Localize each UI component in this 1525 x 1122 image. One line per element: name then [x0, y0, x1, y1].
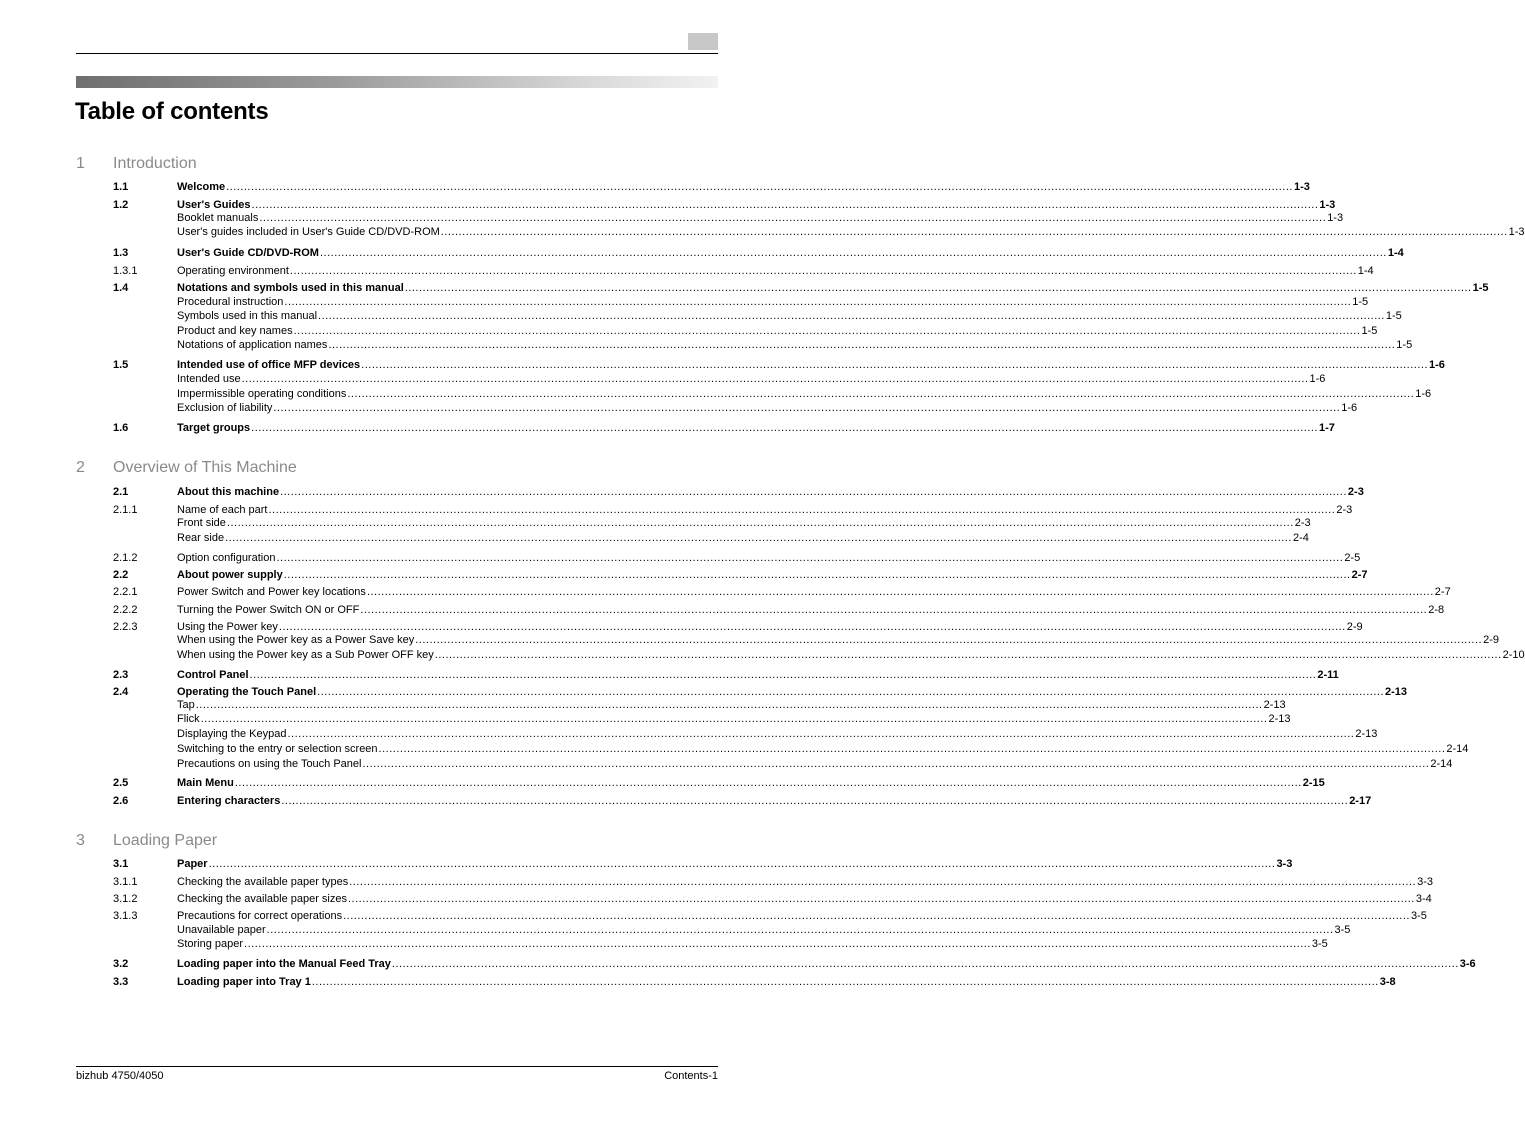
- chapter-heading: [0, 459, 793, 479]
- toc-entry-title[interactable]: Power Switch and Power key locations: [177, 586, 366, 598]
- toc-entry-page[interactable]: 3-4: [1415, 893, 1432, 905]
- toc-entry-page[interactable]: 1-6: [1429, 359, 1445, 371]
- toc-entry-page[interactable]: 3-5: [1334, 924, 1351, 936]
- toc-entry-title[interactable]: Product and key names: [177, 325, 293, 337]
- toc-entry[interactable]: [0, 620, 1363, 634]
- toc-entry-title[interactable]: When using the Power key as a Sub Power OFF key: [177, 649, 434, 661]
- toc-entry[interactable]: [0, 857, 1293, 871]
- toc-entry[interactable]: [0, 372, 1326, 386]
- toc-entry-number: 1.4: [113, 282, 129, 294]
- toc-entry[interactable]: [0, 585, 1451, 599]
- toc-entry-page[interactable]: 2-17: [1349, 795, 1372, 807]
- toc-entry-page[interactable]: 2-10: [1502, 649, 1525, 661]
- toc-entry[interactable]: [0, 198, 1336, 212]
- toc-entry-page[interactable]: 2-14: [1446, 743, 1469, 755]
- chapter-number: 1: [76, 155, 85, 172]
- toc-entry-title[interactable]: Switching to the entry or selection screen: [177, 743, 378, 755]
- toc-entry-page[interactable]: 2-5: [1344, 552, 1361, 564]
- dot-leader: ............................................................................................................................................................................................................................................................................................................: [200, 713, 1268, 725]
- toc-entry-number: 2.6: [113, 795, 129, 807]
- dot-leader: ............................................................................................................................................................................................................................................................................................................: [251, 422, 1318, 434]
- toc-entry[interactable]: [0, 309, 1402, 323]
- toc-entry[interactable]: [0, 225, 1525, 239]
- toc-entry-title[interactable]: User's Guides: [177, 199, 251, 211]
- toc-entry[interactable]: [0, 909, 1427, 923]
- toc-entry-number: 3.1.1: [113, 876, 138, 888]
- toc-entry[interactable]: [0, 685, 1408, 699]
- dot-leader: ............................................................................................................................................................................................................................................................................................................: [293, 325, 1361, 337]
- toc-entry-number: 2.3: [113, 669, 129, 681]
- toc-entry-page[interactable]: 1-6: [1415, 388, 1432, 400]
- toc-entry-page[interactable]: 1-3: [1327, 212, 1344, 224]
- toc-entry-title[interactable]: Booklet manuals: [177, 212, 259, 224]
- dot-leader: ............................................................................................................................................................................................................................................................................................................: [283, 569, 1351, 581]
- toc-entry-number: 3.2: [113, 958, 129, 970]
- toc-entry-number: 2.2.1: [113, 586, 138, 598]
- toc-entry-number: 1.2: [113, 199, 129, 211]
- toc-entry[interactable]: [0, 211, 1344, 225]
- toc-entry-title[interactable]: Loading paper into the Manual Feed Tray: [177, 958, 391, 970]
- toc-entry-title[interactable]: Intended use of office MFP devices: [177, 359, 361, 371]
- toc-entry-page[interactable]: 2-3: [1294, 517, 1311, 529]
- toc-entry[interactable]: [0, 794, 1372, 808]
- dot-leader: ............................................................................................................................................................................................................................................................................................................: [208, 858, 1276, 870]
- toc-entry-number: 3.1: [113, 858, 129, 870]
- toc-entry-title[interactable]: Exclusion of liability: [177, 402, 273, 414]
- toc-entry-number: 2.1: [113, 486, 129, 498]
- toc-entry[interactable]: [0, 358, 1445, 372]
- toc-entry-title[interactable]: Checking the available paper sizes: [177, 893, 347, 905]
- toc-entry-title[interactable]: Using the Power key: [177, 621, 278, 633]
- dot-leader: ............................................................................................................................................................................................................................................................................................................: [226, 517, 1294, 529]
- toc-entry-page[interactable]: 2-9: [1483, 634, 1499, 646]
- toc-entry-number: 1.3: [113, 247, 129, 259]
- dot-leader: ............................................................................................................................................................................................................................................................................................................: [273, 402, 1341, 414]
- toc-entry-title[interactable]: Unavailable paper: [177, 924, 266, 936]
- toc-entry-page[interactable]: 3-8: [1379, 976, 1396, 988]
- toc-entry-title[interactable]: Loading paper into Tray 1: [177, 976, 311, 988]
- toc-entry-number: 2.1.1: [113, 504, 138, 516]
- dot-leader: ............................................................................................................................................................................................................................................................................................................: [280, 486, 1347, 498]
- toc-entry-title[interactable]: Checking the available paper types: [177, 876, 349, 888]
- toc-entry-page[interactable]: 2-7: [1351, 569, 1368, 581]
- toc-entry-page[interactable]: 1-7: [1319, 422, 1335, 434]
- toc-entry[interactable]: [0, 387, 1432, 401]
- dot-leader: ............................................................................................................................................................................................................................................................................................................: [225, 532, 1292, 544]
- dot-leader: ............................................................................................................................................................................................................................................................................................................: [234, 777, 1302, 789]
- toc-entry-title[interactable]: Notations and symbols used in this manual: [177, 282, 404, 294]
- toc-entry-number: 2.4: [113, 686, 129, 698]
- toc-entry-title[interactable]: Intended use: [177, 373, 241, 385]
- toc-entry-title[interactable]: Turning the Power Switch ON or OFF: [177, 604, 360, 616]
- dot-leader: ............................................................................................................................................................................................................................................................................................................: [251, 199, 1319, 211]
- toc-entry-title[interactable]: Impermissible operating conditions: [177, 388, 347, 400]
- toc-entry[interactable]: [0, 264, 1374, 278]
- toc-entry-number: 2.5: [113, 777, 129, 789]
- toc-entry[interactable]: [0, 757, 1453, 771]
- chapter-number: 3: [76, 832, 85, 849]
- toc-entry-page[interactable]: 2-13: [1268, 713, 1291, 725]
- toc-entry-page[interactable]: 2-3: [1347, 486, 1364, 498]
- toc-entry[interactable]: [0, 421, 1335, 435]
- dot-leader: ............................................................................................................................................................................................................................................................................................................: [362, 758, 1430, 770]
- toc-entry-page[interactable]: 2-11: [1317, 669, 1339, 681]
- toc-entry[interactable]: [0, 923, 1351, 937]
- dot-leader: ............................................................................................................................................................................................................................................................................................................: [347, 388, 1415, 400]
- toc-entry-page[interactable]: 1-5: [1472, 282, 1489, 294]
- toc-entry[interactable]: [0, 295, 1369, 309]
- toc-entry-page[interactable]: 2-4: [1292, 532, 1309, 544]
- toc-entry[interactable]: [0, 246, 1404, 260]
- toc-entry-title[interactable]: Option configuration: [177, 552, 276, 564]
- toc-entry-title[interactable]: Displaying the Keypad: [177, 728, 287, 740]
- toc-entry-number: 1.5: [113, 359, 129, 371]
- toc-entry[interactable]: [0, 633, 1499, 647]
- toc-entry-number: 3.1.2: [113, 893, 138, 905]
- toc-entry-page[interactable]: 2-8: [1428, 604, 1445, 616]
- chapter-title[interactable]: Introduction: [113, 155, 197, 172]
- dot-leader: ............................................................................................................................................................................................................................................................................................................: [318, 310, 1385, 322]
- toc-entry-page[interactable]: 2-13: [1263, 699, 1286, 711]
- toc-entry[interactable]: [0, 531, 1309, 545]
- dot-leader: ............................................................................................................................................................................................................................................................................................................: [349, 876, 1417, 888]
- dot-leader: ............................................................................................................................................................................................................................................................................................................: [434, 649, 1502, 661]
- toc-entry-title[interactable]: Tap: [177, 699, 195, 711]
- toc-entry-title[interactable]: Entering characters: [177, 795, 281, 807]
- dot-leader: ............................................................................................................................................................................................................................................................................................................: [195, 699, 1263, 711]
- toc-entry-title[interactable]: Paper: [177, 858, 208, 870]
- toc-entry[interactable]: [0, 180, 1310, 194]
- toc-entry-number: 1.1: [113, 181, 129, 193]
- dot-leader: ............................................................................................................................................................................................................................................................................................................: [289, 265, 1357, 277]
- toc-entry-number: 3.3: [113, 976, 129, 988]
- toc-entry[interactable]: [0, 485, 1364, 499]
- dot-leader: ............................................................................................................................................................................................................................................................................................................: [259, 212, 1327, 224]
- dot-leader: ............................................................................................................................................................................................................................................................................................................: [226, 181, 1293, 193]
- dot-leader: ............................................................................................................................................................................................................................................................................................................: [360, 604, 1428, 616]
- toc-entry-title[interactable]: Control Panel: [177, 669, 249, 681]
- toc-entry-title[interactable]: Operating the Touch Panel: [177, 686, 317, 698]
- toc-entry-title[interactable]: User's Guide CD/DVD-ROM: [177, 247, 319, 259]
- toc-entry-page[interactable]: 1-3: [1293, 181, 1310, 193]
- dot-leader: ............................................................................................................................................................................................................................................................................................................: [328, 339, 1396, 351]
- toc-entry-page[interactable]: 1-3: [1508, 226, 1525, 238]
- toc-entry[interactable]: [0, 603, 1445, 617]
- footer-rule: [76, 1066, 718, 1067]
- dot-leader: ............................................................................................................................................................................................................................................................................................................: [311, 976, 1379, 988]
- toc-entry-title[interactable]: Precautions for correct operations: [177, 910, 343, 922]
- toc-entry-page[interactable]: 1-6: [1309, 373, 1326, 385]
- toc-entry-title[interactable]: Storing paper: [177, 938, 244, 950]
- toc-entry[interactable]: [0, 516, 1311, 530]
- toc-entry-title[interactable]: Flick: [177, 713, 200, 725]
- toc-entry-page[interactable]: 1-4: [1387, 247, 1404, 259]
- toc-entry-page[interactable]: 2-9: [1346, 621, 1363, 633]
- toc-entry-title[interactable]: Rear side: [177, 532, 225, 544]
- toc-entry-number: 2.2: [113, 569, 129, 581]
- toc-entry-page[interactable]: 2-13: [1385, 686, 1408, 698]
- toc-entry[interactable]: [0, 875, 1433, 889]
- toc-entry-page[interactable]: 1-5: [1352, 296, 1369, 308]
- toc-entry-title[interactable]: Welcome: [177, 181, 226, 193]
- toc-entry[interactable]: [0, 668, 1339, 682]
- dot-leader: ............................................................................................................................................................................................................................................................................................................: [278, 621, 1346, 633]
- toc-entry-page[interactable]: 1-4: [1357, 265, 1374, 277]
- toc-entry-title[interactable]: Main Menu: [177, 777, 234, 789]
- toc-entry-page[interactable]: 1-5: [1396, 339, 1413, 351]
- dot-leader: ............................................................................................................................................................................................................................................................................................................: [404, 282, 1472, 294]
- dot-leader: ............................................................................................................................................................................................................................................................................................................: [361, 359, 1429, 371]
- toc-entry-title[interactable]: Notations of application names: [177, 339, 328, 351]
- toc-entry[interactable]: [0, 892, 1432, 906]
- toc-entry-title[interactable]: Procedural instruction: [177, 296, 284, 308]
- dot-leader: ............................................................................................................................................................................................................................................................................................................: [244, 938, 1311, 950]
- toc-entry-title[interactable]: About power supply: [177, 569, 283, 581]
- toc-entry-title[interactable]: When using the Power key as a Power Save key: [177, 634, 415, 646]
- toc-entry-page[interactable]: 1-5: [1361, 325, 1378, 337]
- toc-entry[interactable]: [0, 727, 1378, 741]
- toc-entry-number: 3.1.3: [113, 910, 138, 922]
- toc-entry[interactable]: [0, 338, 1413, 352]
- dot-leader: ............................................................................................................................................................................................................................................................................................................: [249, 669, 1317, 681]
- dot-leader: ............................................................................................................................................................................................................................................................................................................: [276, 552, 1344, 564]
- toc-entry[interactable]: [0, 698, 1286, 712]
- toc-entry-number: 2.1.2: [113, 552, 138, 564]
- footer-product-name: bizhub 4750/4050: [76, 1070, 164, 1082]
- toc-entry-title[interactable]: Target groups: [177, 422, 251, 434]
- dot-leader: ............................................................................................................................................................................................................................................................................................................: [268, 504, 1336, 516]
- chapter-heading: [0, 832, 793, 852]
- toc-entry-page[interactable]: 2-15: [1302, 777, 1325, 789]
- toc-entry[interactable]: [0, 281, 1489, 295]
- toc-entry[interactable]: [0, 776, 1325, 790]
- chapter-title[interactable]: Overview of This Machine: [113, 459, 297, 476]
- toc-entry-title[interactable]: Front side: [177, 517, 226, 529]
- toc-entry-title[interactable]: Precautions on using the Touch Panel: [177, 758, 362, 770]
- dot-leader: ............................................................................................................................................................................................................................................................................................................: [319, 247, 1387, 259]
- toc-entry[interactable]: [0, 324, 1378, 338]
- dot-leader: ............................................................................................................................................................................................................................................................................................................: [378, 743, 1446, 755]
- toc-entry-page[interactable]: 3-5: [1410, 910, 1427, 922]
- toc-entry-page[interactable]: 3-3: [1417, 876, 1433, 888]
- dot-leader: ............................................................................................................................................................................................................................................................................................................: [440, 226, 1508, 238]
- toc-entry[interactable]: [0, 975, 1396, 989]
- dot-leader: ............................................................................................................................................................................................................................................................................................................: [284, 296, 1352, 308]
- toc-entry-page[interactable]: 3-6: [1459, 958, 1476, 970]
- toc-entry-number: 2.2.2: [113, 604, 138, 616]
- toc-entry[interactable]: [0, 742, 1469, 756]
- toc-entry[interactable]: [0, 937, 1328, 951]
- dot-leader: ............................................................................................................................................................................................................................................................................................................: [317, 686, 1385, 698]
- page-title: Table of contents: [75, 98, 269, 125]
- chapter-title[interactable]: Loading Paper: [113, 832, 218, 849]
- toc-entry-number: 1.3.1: [113, 265, 138, 277]
- chapter-heading: [0, 155, 793, 175]
- toc-entry[interactable]: [0, 712, 1291, 726]
- toc-entry[interactable]: [0, 648, 1525, 662]
- toc-entry[interactable]: [0, 568, 1368, 582]
- toc-entry-page[interactable]: 2-14: [1430, 758, 1453, 770]
- dot-leader: ............................................................................................................................................................................................................................................................................................................: [266, 924, 1334, 936]
- toc-entry-page[interactable]: 1-6: [1341, 402, 1358, 414]
- toc-entry[interactable]: [0, 503, 1353, 517]
- dot-leader: ............................................................................................................................................................................................................................................................................................................: [241, 373, 1309, 385]
- dot-leader: ............................................................................................................................................................................................................................................................................................................: [415, 634, 1483, 646]
- dot-leader: ............................................................................................................................................................................................................................................................................................................: [281, 795, 1349, 807]
- dot-leader: ............................................................................................................................................................................................................................................................................................................: [366, 586, 1434, 598]
- toc-entry-page[interactable]: 2-13: [1355, 728, 1378, 740]
- toc-entry-page[interactable]: 3-5: [1311, 938, 1328, 950]
- footer-page-number: Contents-1: [664, 1070, 718, 1082]
- dot-leader: ............................................................................................................................................................................................................................................................................................................: [391, 958, 1459, 970]
- toc-entry[interactable]: [0, 957, 1476, 971]
- toc-entry-page[interactable]: 1-3: [1319, 199, 1336, 211]
- toc-entry[interactable]: [0, 401, 1358, 415]
- toc-entry-number: 1.6: [113, 422, 129, 434]
- chapter-number: 2: [76, 459, 85, 476]
- toc-entry-number: 2.2.3: [113, 621, 138, 633]
- dot-leader: ............................................................................................................................................................................................................................................................................................................: [287, 728, 1355, 740]
- toc-entry-title[interactable]: Name of each part: [177, 504, 268, 516]
- toc-entry-title[interactable]: Operating environment: [177, 265, 289, 277]
- toc-entry-title[interactable]: Symbols used in this manual: [177, 310, 318, 322]
- toc-entry-page[interactable]: 1-5: [1385, 310, 1402, 322]
- toc-entry-title[interactable]: User's guides included in User's Guide CD/DVD-ROM: [177, 226, 440, 238]
- toc-entry-page[interactable]: 2-3: [1336, 504, 1353, 516]
- toc-entry-page[interactable]: 2-7: [1434, 586, 1451, 598]
- toc-entry[interactable]: [0, 551, 1361, 565]
- toc-entry-page[interactable]: 3-3: [1276, 858, 1293, 870]
- toc-entry-title[interactable]: About this machine: [177, 486, 280, 498]
- dot-leader: ............................................................................................................................................................................................................................................................................................................: [343, 910, 1410, 922]
- dot-leader: ............................................................................................................................................................................................................................................................................................................: [348, 893, 1415, 905]
